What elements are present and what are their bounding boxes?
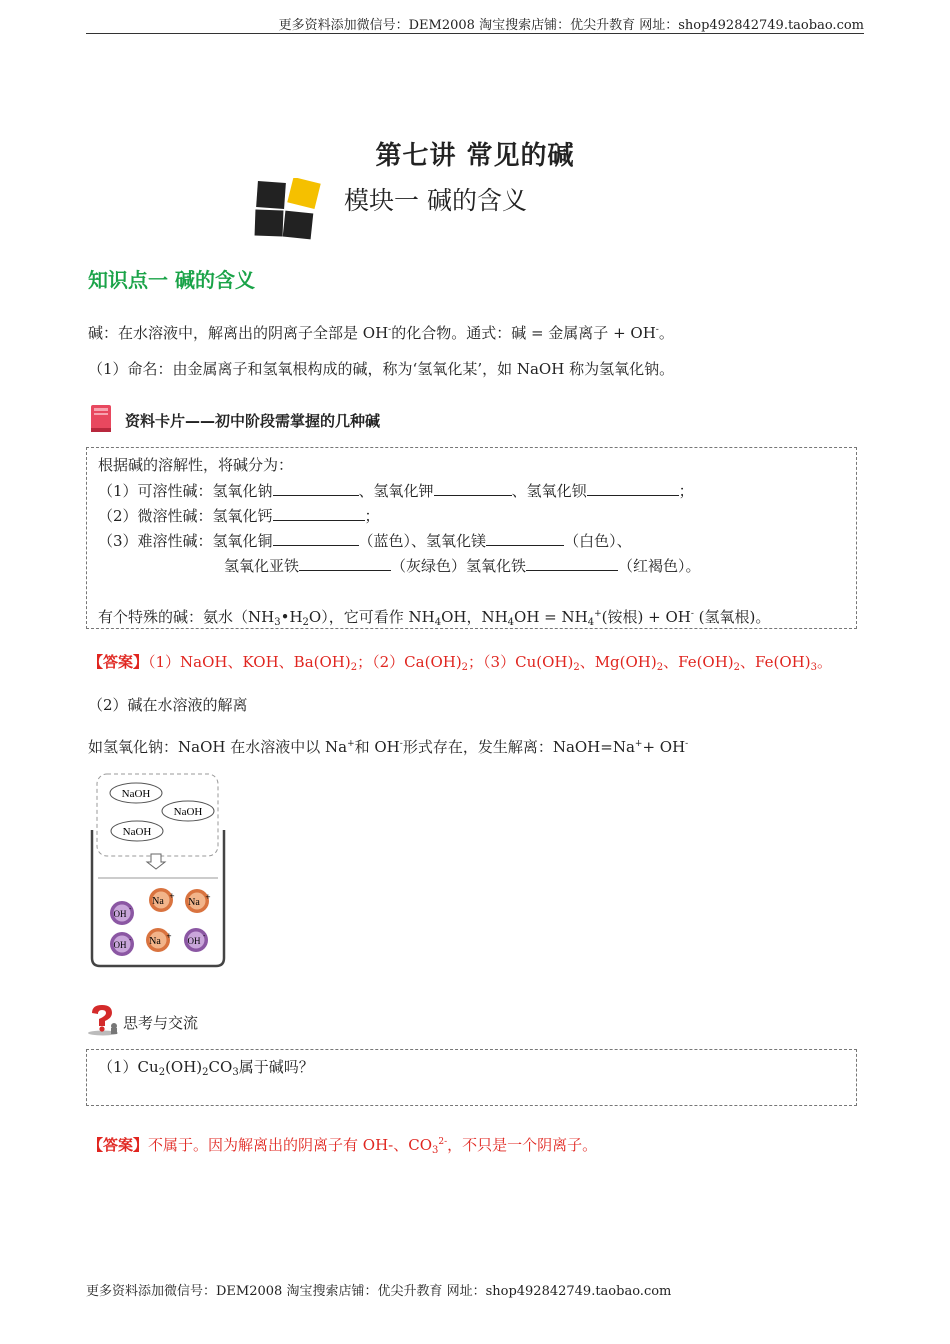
svg-text:+: + bbox=[169, 892, 175, 900]
card-line-0: 根据碱的溶解性，将碱分为： bbox=[98, 456, 294, 474]
blank-naoh[interactable] bbox=[273, 480, 359, 496]
card-line-insoluble: （3）难溶性碱：氢氧化铜 （蓝色）、氢氧化镁 （白色）、 bbox=[98, 532, 632, 550]
naoh-label-2: NaOH bbox=[173, 806, 203, 818]
header-divider bbox=[86, 33, 864, 34]
think-question-icon bbox=[86, 1004, 120, 1036]
naoh-label-1: NaOH bbox=[121, 788, 151, 800]
blank-koh[interactable] bbox=[434, 480, 512, 496]
svg-text:-: - bbox=[129, 936, 132, 944]
card-line-soluble: （1）可溶性碱：氢氧化钠 、氢氧化钾 、氢氧化钡 ； bbox=[98, 482, 694, 500]
page-header: 更多资料添加微信号：DEM2008 淘宝搜索店铺：优尖升教育 网址：shop492842749.taobao.com bbox=[278, 18, 864, 33]
svg-text:Na: Na bbox=[188, 897, 200, 908]
svg-text:OH: OH bbox=[113, 940, 127, 950]
svg-text:OH: OH bbox=[187, 936, 201, 946]
blank-feoh3[interactable] bbox=[526, 555, 618, 571]
blank-baoh2[interactable] bbox=[587, 480, 679, 496]
naoh-label-3: NaOH bbox=[122, 826, 152, 838]
answer-1: 【答案】（1）NaOH、KOH、$Ba(OH)_2$；$(2)Ca(OH)_2$；$(3)Cu(OH)_2$、$Mg(OH)_2$、$Fe(OH)_2$、$Fe(OH)_3$。 bbox=[88, 653, 832, 673]
answer-2: 【答案】不属于。因为解离出的阴离子有 OH-、$CO_3^{2-}$，不只是一个阴离子。 bbox=[88, 1136, 598, 1156]
card-line-insoluble-2: 氢氧化亚铁 （灰绿色）氢氧化铁 （红褐色）。 bbox=[224, 557, 701, 575]
svg-text:Na: Na bbox=[152, 896, 164, 907]
base-definition: 碱：在水溶液中，解离出的阴离子全部是 OH-的化合物。通式：碱 = 金属离子 + OH-。 bbox=[88, 324, 674, 342]
svg-text:OH: OH bbox=[113, 909, 127, 919]
svg-text:+: + bbox=[166, 932, 172, 940]
page-footer: 更多资料添加微信号：DEM2008 淘宝搜索店铺：优尖升教育 网址：shop492842749.taobao.com bbox=[86, 1284, 672, 1299]
blank-cuoh2[interactable] bbox=[273, 530, 359, 546]
dissociation-heading: （2）碱在水溶液的解离 bbox=[88, 696, 248, 714]
svg-text:-: - bbox=[129, 905, 132, 913]
svg-text:Na: Na bbox=[149, 936, 161, 947]
module-logo-icon bbox=[254, 178, 326, 240]
lecture-title: 第七讲 常见的碱 bbox=[375, 141, 575, 171]
blank-feoh2[interactable] bbox=[299, 555, 391, 571]
book-icon bbox=[89, 404, 115, 434]
naming-rule: （1）命名：由金属离子和氢氧根构成的碱，称为‘氢氧化某’，如 NaOH 称为氢氧化钠。 bbox=[88, 360, 675, 378]
knowledge-point-heading: 知识点一 碱的含义 bbox=[88, 268, 255, 292]
module-title: 模块一 碱的含义 bbox=[344, 186, 527, 215]
ammonia-note: 有个特殊的碱：氨水$(NH_3•H_2O)$，它可看作 $NH_4OH$，$NH_4OH = NH_4^+$(铵根) + OH- (氢氧根)。 bbox=[98, 608, 771, 628]
think-title: 思考与交流 bbox=[123, 1014, 199, 1032]
card-title: 资料卡片——初中阶段需掌握的几种碱 bbox=[125, 412, 381, 430]
svg-text:-: - bbox=[203, 932, 206, 940]
question-1: $(1)Cu_2(OH)_2CO_3$属于碱吗？ bbox=[98, 1058, 314, 1078]
dissociation-text: 如氢氧化钠：NaOH 在水溶液中以 Na+和 OH-形式存在，发生解离：NaOH=Na++ OH- bbox=[88, 738, 689, 756]
dissociation-figure bbox=[86, 770, 231, 972]
card-line-slightly-soluble: （2）微溶性碱：氢氧化钙 ； bbox=[98, 507, 380, 525]
ions bbox=[110, 888, 211, 956]
blank-mgoh2[interactable] bbox=[486, 530, 564, 546]
blank-caoh2[interactable] bbox=[273, 505, 365, 521]
svg-text:+: + bbox=[205, 893, 211, 901]
